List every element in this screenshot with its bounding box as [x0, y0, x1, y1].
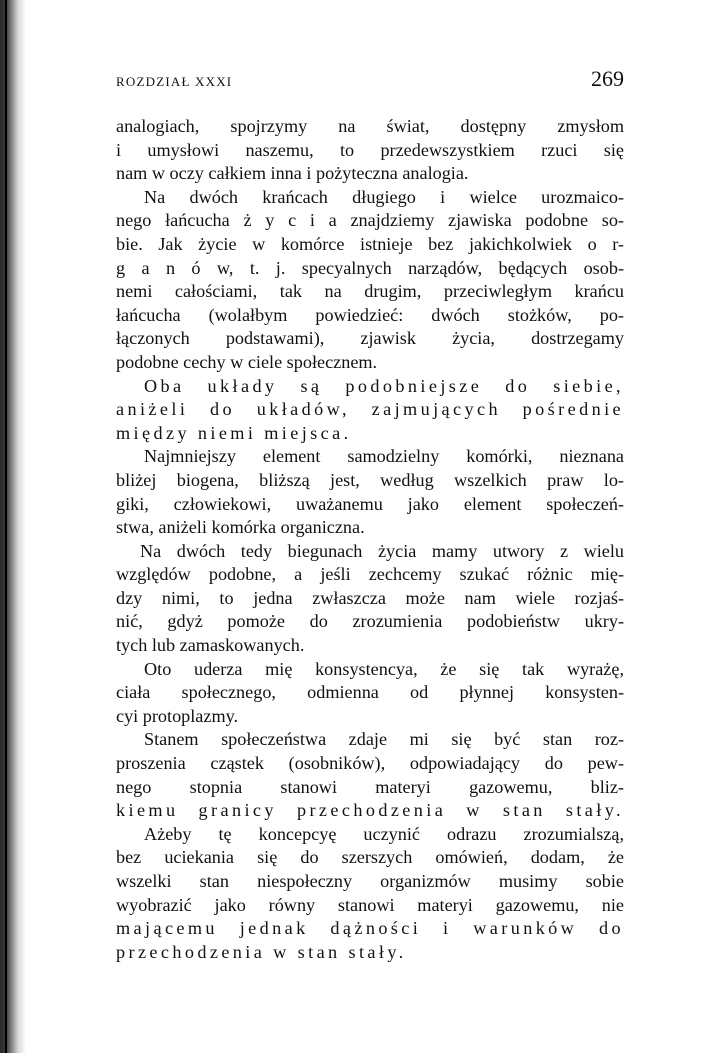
book-binding-edge [0, 0, 26, 1053]
text-line: bie. Jak życie w komórce istnieje bez jakichkolwiek o r- [116, 233, 624, 254]
text-line: kiemu granicy przechodzenia w stan stały. [116, 800, 624, 821]
text-line: łączonych podstawami), zjawisk życia, dostrzegamy [116, 328, 624, 349]
text-line: tych lub zamaskowanych. [116, 635, 305, 656]
text-line: giki, człowiekowi, uważanemu jako element społeczeń- [116, 493, 624, 514]
text-line: mającemu jednak dążności i warunków do [116, 918, 624, 939]
page-number: 269 [591, 66, 624, 91]
text-line: łańcucha (wolałbym powiedzieć: dwóch stożków, po- [116, 304, 624, 325]
text-line: stwa, aniżeli komórka organiczna. [116, 517, 365, 538]
text-line: bez uciekania się do szerszych omówień, dodam, że [116, 847, 624, 868]
text-line: między niemi miejsca. [116, 422, 352, 443]
text-line: nego łańcucha ż y c i a znajdziemy zjawiska podobne so- [116, 210, 624, 231]
page-body-text [116, 115, 624, 964]
text-line: analogiach, spojrzymy na świat, dostępny zmysłom [116, 116, 624, 136]
text-line: Ażeby tę koncepcyę uczynić odrazu zrozumialszą, [144, 823, 624, 844]
text-line: nić, gdyż pomoże do zrozumienia podobieństw ukry- [116, 611, 624, 632]
text-line: bliżej biogena, bliższą jest, według wszelkich praw lo- [116, 469, 624, 490]
text-line: Stanem społeczeństwa zdaje mi się być stan roz- [144, 729, 624, 750]
text-line: aniżeli do układów, zajmujących pośrednie [116, 399, 624, 420]
text-line: nam w oczy całkiem inna i pożyteczna analogia. [116, 163, 469, 184]
text-line: wszelki stan niespołeczny organizmów musimy sobie [116, 871, 624, 891]
text-line: względów podobne, a jeśli zechcemy szukać różnic mię- [116, 564, 624, 585]
text-line: nemi całościami, tak na drugim, przeciwległym krańcu [116, 281, 624, 302]
text-line: Na dwóch tedy biegunach życia mamy utwory z wielu [140, 540, 624, 561]
text-line: wyobrazić jako równy stanowi materyi gazowemu, nie [116, 894, 624, 915]
text-line: g a n ó w, t. j. specyalnych narządów, będących osob- [116, 257, 624, 278]
text-line: Na dwóch krańcach długiego i wielce urozmaico- [144, 186, 624, 207]
text-line: Najmniejszy element samodzielny komórki, nieznana [144, 446, 624, 467]
text-line: proszenia cząstek (osobników), odpowiadający do pew- [116, 753, 624, 774]
text-line: cyi protoplazmy. [116, 705, 239, 726]
book-binding-line [5, 0, 7, 1053]
text-line: Oba układy są podobniejsze do siebie, [144, 375, 624, 396]
text-line: przechodzenia w stan stały. [116, 941, 407, 962]
text-line: podobne cechy w ciele społecznem. [116, 351, 378, 372]
text-line: ciała społecznego, odmienna od płynnej konsysten- [116, 682, 624, 703]
text-line: Oto uderza mię konsystencya, że się tak wyrażę, [144, 658, 624, 679]
text-line: i umysłowi naszemu, to przedewszystkiem rzuci się [116, 139, 624, 160]
running-header-chapter: ROZDZIAŁ XXXI [116, 74, 233, 89]
text-line: dzy nimi, to jedna zwłaszcza może nam wiele rozjaś- [116, 587, 624, 608]
text-line: nego stopnia stanowi materyi gazowemu, bliz- [116, 776, 624, 797]
